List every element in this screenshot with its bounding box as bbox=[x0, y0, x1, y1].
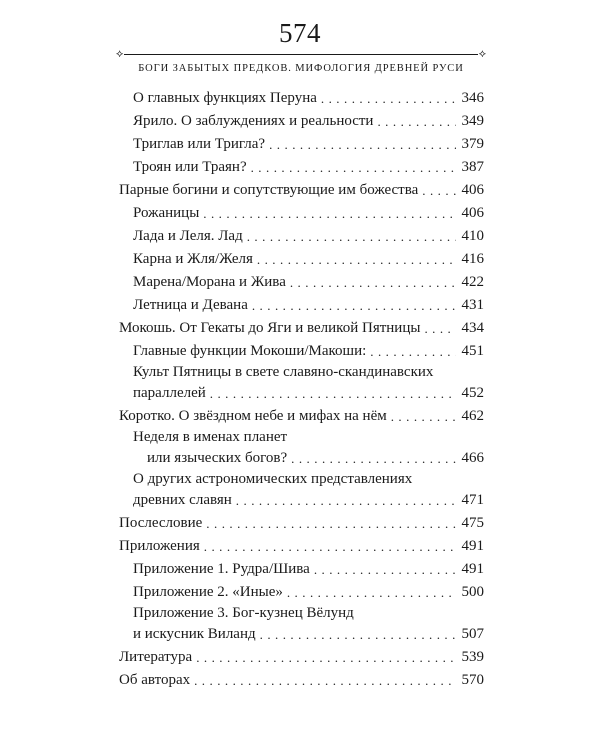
toc-entry-page: 406 bbox=[461, 182, 484, 198]
dot-leader bbox=[321, 87, 456, 110]
toc-entry-title: Об авторах bbox=[119, 672, 191, 688]
dot-leader bbox=[260, 623, 456, 646]
toc-entry-page: 475 bbox=[461, 515, 484, 531]
ornament-left-icon: ⟡ bbox=[116, 47, 124, 60]
toc-entry-page: 431 bbox=[461, 297, 484, 313]
toc-section[interactable] bbox=[119, 535, 484, 558]
dot-leader bbox=[206, 512, 456, 535]
dot-leader bbox=[194, 669, 456, 692]
toc-entry-page: 462 bbox=[461, 408, 484, 424]
dot-leader bbox=[251, 156, 456, 179]
toc-entry[interactable] bbox=[119, 225, 484, 248]
toc-entry-title-line2: древних славян bbox=[133, 492, 232, 508]
toc-entry-page: 491 bbox=[461, 538, 484, 554]
toc-entry-title: Мокошь. От Гекаты до Яги и великой Пятницы bbox=[119, 320, 421, 336]
toc-entry-title: Троян или Траян? bbox=[133, 159, 247, 175]
dot-leader bbox=[370, 340, 456, 363]
running-head-title: БОГИ ЗАБЫТЫХ ПРЕДКОВ. МИФОЛОГИЯ ДРЕВНЕЙ РУСИ bbox=[138, 63, 464, 74]
toc-entry-page: 451 bbox=[461, 343, 484, 359]
toc-entry-page: 434 bbox=[461, 320, 484, 336]
toc-entry-page: 379 bbox=[461, 136, 484, 152]
toc-entry-title-line2: параллелей bbox=[133, 385, 206, 401]
toc-entry-title: Триглав или Тригла? bbox=[133, 136, 266, 152]
toc-entry[interactable] bbox=[119, 581, 484, 604]
toc-entry-title: О главных функциях Перуна bbox=[133, 90, 317, 106]
toc-entry-title: Марена/Морана и Жива bbox=[133, 274, 286, 290]
toc-entry-title-line1: Приложение 3. Бог-кузнец Вёлунд bbox=[133, 605, 354, 621]
toc-entry-page: 491 bbox=[461, 561, 484, 577]
toc-entry-page: 507 bbox=[461, 626, 484, 642]
toc-entry-title: Рожаницы bbox=[133, 205, 200, 221]
toc-entry-title: Приложение 1. Рудра/Шива bbox=[133, 561, 310, 577]
dot-leader bbox=[204, 535, 456, 558]
toc-entry-title: Летница и Девана bbox=[133, 297, 248, 313]
dot-leader bbox=[424, 317, 456, 340]
toc-entry-page: 471 bbox=[461, 492, 484, 508]
toc-entry-page: 570 bbox=[461, 672, 484, 688]
toc-entry-page: 387 bbox=[461, 159, 484, 175]
toc-entry-page: 416 bbox=[461, 251, 484, 267]
dot-leader bbox=[287, 581, 456, 604]
toc-entry-page: 346 bbox=[461, 90, 484, 106]
toc-entry[interactable] bbox=[119, 110, 484, 133]
running-head-rule bbox=[124, 54, 478, 55]
toc-section[interactable] bbox=[119, 317, 484, 340]
toc-section[interactable] bbox=[119, 179, 484, 202]
toc-entry-page: 406 bbox=[461, 205, 484, 221]
toc-entry[interactable] bbox=[119, 428, 484, 470]
dot-leader bbox=[196, 646, 456, 669]
toc-section[interactable] bbox=[119, 405, 484, 428]
toc-entry-title-line1: Неделя в именах планет bbox=[133, 429, 288, 445]
toc-entry-title: Литература bbox=[119, 649, 193, 665]
dot-leader bbox=[252, 294, 456, 317]
toc-entry-title: Главные функции Мокоши/Макоши: bbox=[133, 343, 367, 359]
toc-section[interactable] bbox=[119, 669, 484, 692]
toc-entry-title-line1: О других астрономических представлениях bbox=[133, 471, 413, 487]
page-number: 574 bbox=[279, 18, 321, 48]
dot-leader bbox=[314, 558, 456, 581]
toc-entry-title: Послесловие bbox=[119, 515, 203, 531]
toc-entry-title: Коротко. О звёздном небе и мифах на нём bbox=[119, 408, 387, 424]
toc-entry-page: 422 bbox=[461, 274, 484, 290]
toc-entry[interactable] bbox=[119, 470, 484, 512]
toc-entry[interactable] bbox=[119, 363, 484, 405]
toc-entry[interactable] bbox=[119, 294, 484, 317]
dot-leader bbox=[291, 447, 456, 470]
table-of-contents bbox=[119, 87, 484, 692]
toc-section[interactable] bbox=[119, 646, 484, 669]
toc-entry-page: 466 bbox=[461, 450, 484, 466]
ornament-right-icon: ⟡ bbox=[478, 47, 486, 60]
toc-entry-title: Ярило. О заблуждениях и реальности bbox=[133, 113, 374, 129]
toc-entry[interactable] bbox=[119, 340, 484, 363]
toc-entry-title: Приложение 2. «Иные» bbox=[133, 584, 283, 600]
toc-entry-title: Карна и Жля/Желя bbox=[133, 251, 253, 267]
toc-entry[interactable] bbox=[119, 271, 484, 294]
toc-entry-page: 452 bbox=[461, 385, 484, 401]
dot-leader bbox=[203, 202, 456, 225]
dot-leader bbox=[269, 133, 456, 156]
toc-entry-title: Приложения bbox=[119, 538, 200, 554]
toc-entry-page: 500 bbox=[461, 584, 484, 600]
toc-entry-title: Парные богини и сопутствующие им божества bbox=[119, 182, 419, 198]
dot-leader bbox=[377, 110, 456, 133]
toc-section[interactable] bbox=[119, 512, 484, 535]
toc-entry[interactable] bbox=[119, 604, 484, 646]
toc-entry-page: 349 bbox=[461, 113, 484, 129]
dot-leader bbox=[236, 489, 456, 512]
toc-entry[interactable] bbox=[119, 156, 484, 179]
dot-leader bbox=[290, 271, 456, 294]
dot-leader bbox=[247, 225, 456, 248]
running-head bbox=[116, 47, 486, 74]
toc-entry-title: Лада и Леля. Лад bbox=[133, 228, 243, 244]
dot-leader bbox=[422, 179, 456, 202]
toc-entry-title-line2: или языческих богов? bbox=[147, 450, 288, 466]
dot-leader bbox=[391, 405, 456, 428]
dot-leader bbox=[210, 382, 456, 405]
toc-entry-page: 539 bbox=[461, 649, 484, 665]
toc-entry-page: 410 bbox=[461, 228, 484, 244]
toc-entry[interactable] bbox=[119, 87, 484, 110]
toc-entry[interactable] bbox=[119, 558, 484, 581]
toc-entry[interactable] bbox=[119, 248, 484, 271]
toc-entry-title-line2: и искусник Виланд bbox=[133, 626, 256, 642]
toc-entry[interactable] bbox=[119, 202, 484, 225]
toc-entry-title-line1: Культ Пятницы в свете славяно-скандинавских bbox=[133, 364, 434, 380]
dot-leader bbox=[257, 248, 456, 271]
toc-entry[interactable] bbox=[119, 133, 484, 156]
